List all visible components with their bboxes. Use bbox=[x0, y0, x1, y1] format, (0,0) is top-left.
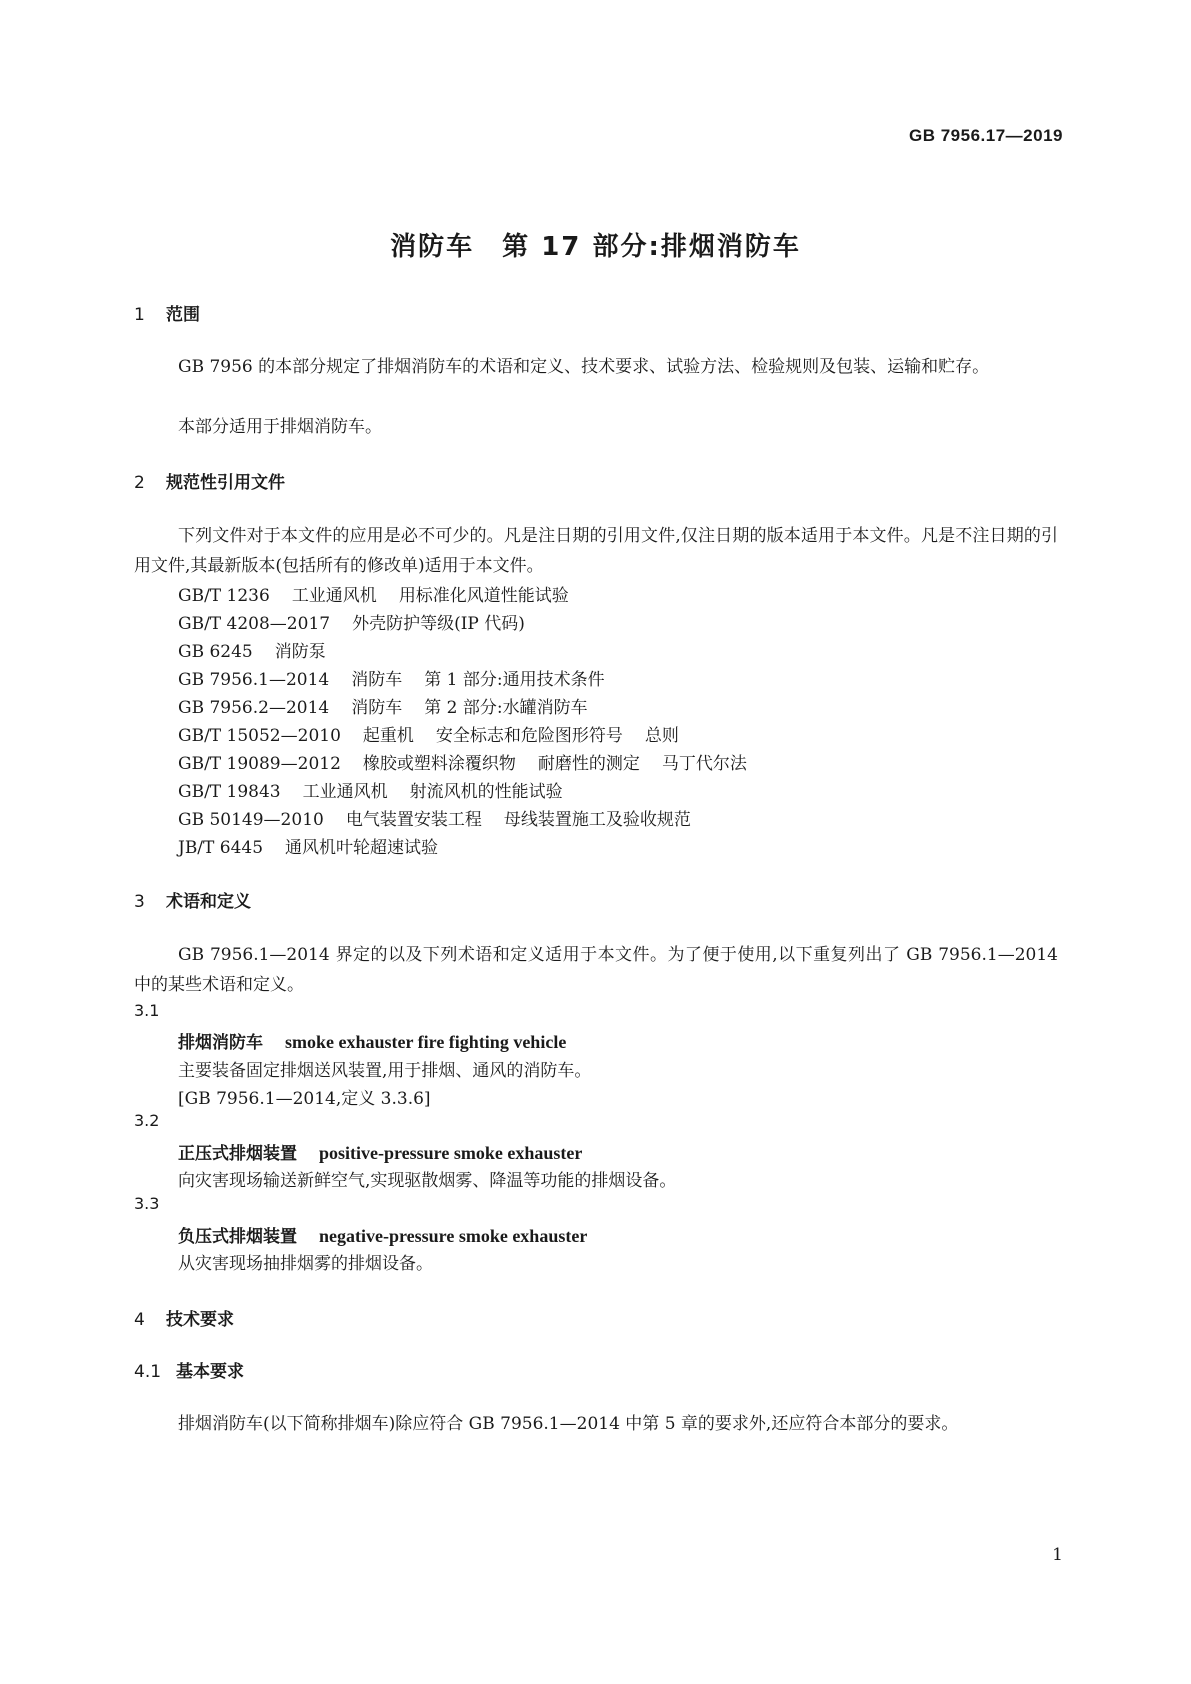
section-number: 1 bbox=[134, 305, 145, 325]
reference-item: GB 6245 消防泵 bbox=[178, 642, 326, 662]
term-source: [GB 7956.1—2014,定义 3.3.6] bbox=[178, 1089, 431, 1109]
reference-item: GB/T 19089—2012 橡胶或塑料涂覆织物 耐磨性的测定 马丁代尔法 bbox=[178, 754, 747, 774]
term-number: 3.2 bbox=[134, 1111, 160, 1130]
section-2-heading bbox=[134, 468, 285, 493]
term-definition: 主要装备固定排烟送风装置,用于排烟、通风的消防车。 bbox=[178, 1061, 592, 1081]
term-heading: 负压式排烟装置 negative-pressure smoke exhauster bbox=[178, 1226, 588, 1247]
standard-code: GB 7956.17—2019 bbox=[909, 126, 1063, 145]
term-definition: 从灾害现场抽排烟雾的排烟设备。 bbox=[178, 1254, 433, 1274]
section-1-heading bbox=[134, 300, 200, 325]
reference-item: JB/T 6445 通风机叶轮超速试验 bbox=[178, 838, 439, 858]
section-title: 术语和定义 bbox=[166, 892, 251, 912]
section-3-paragraph: GB 7956.1—2014 界定的以及下列术语和定义适用于本文件。为了便于使用,以下重复列出了 GB 7956.1—2014 中的某些术语和定义。 bbox=[134, 945, 1058, 995]
reference-item: GB/T 15052—2010 起重机 安全标志和危险图形符号 总则 bbox=[178, 726, 679, 746]
section-2-paragraph: 下列文件对于本文件的应用是必不可少的。凡是注日期的引用文件,仅注日期的版本适用于本文件。凡是不注日期的引用文件,其最新版本(包括所有的修改单)适用于本文件。 bbox=[134, 526, 1058, 576]
page-number: 1 bbox=[1052, 1545, 1063, 1565]
section-number: 3 bbox=[134, 892, 145, 912]
section-3-heading bbox=[134, 887, 251, 912]
term-number: 3.3 bbox=[134, 1194, 160, 1213]
reference-item: GB 7956.1—2014 消防车 第 1 部分:通用技术条件 bbox=[178, 670, 605, 690]
term-heading: 排烟消防车 smoke exhauster fire fighting vehicle bbox=[178, 1032, 567, 1053]
section-1-paragraph-2: 本部分适用于排烟消防车。 bbox=[178, 417, 382, 437]
section-title: 规范性引用文件 bbox=[166, 473, 285, 493]
section-number: 4 bbox=[134, 1310, 145, 1330]
reference-item: GB 7956.2—2014 消防车 第 2 部分:水罐消防车 bbox=[178, 698, 588, 718]
section-1-paragraph-1: GB 7956 的本部分规定了排烟消防车的术语和定义、技术要求、试验方法、检验规则及包装、运输和贮存。 bbox=[178, 357, 990, 377]
section-title: 技术要求 bbox=[166, 1310, 234, 1330]
subsection-4-1-heading bbox=[134, 1357, 244, 1382]
term-definition: 向灾害现场输送新鲜空气,实现驱散烟雾、降温等功能的排烟设备。 bbox=[178, 1171, 677, 1191]
section-title: 范围 bbox=[166, 305, 200, 325]
reference-item: GB/T 19843 工业通风机 射流风机的性能试验 bbox=[178, 782, 563, 802]
subsection-4-1-paragraph: 排烟消防车(以下简称排烟车)除应符合 GB 7956.1—2014 中第 5 章的要求外,还应符合本部分的要求。 bbox=[178, 1414, 959, 1434]
reference-item: GB/T 4208—2017 外壳防护等级(IP 代码) bbox=[178, 614, 525, 634]
subsection-title: 基本要求 bbox=[176, 1362, 244, 1382]
document-title: 消防车 第 17 部分:排烟消防车 bbox=[390, 232, 801, 262]
term-number: 3.1 bbox=[134, 1001, 160, 1020]
section-number: 2 bbox=[134, 473, 145, 493]
subsection-number: 4.1 bbox=[134, 1362, 162, 1382]
term-heading: 正压式排烟装置 positive-pressure smoke exhauster bbox=[178, 1143, 583, 1164]
reference-item: GB 50149—2010 电气装置安装工程 母线装置施工及验收规范 bbox=[178, 810, 691, 830]
section-4-heading bbox=[134, 1305, 234, 1330]
reference-item: GB/T 1236 工业通风机 用标准化风道性能试验 bbox=[178, 586, 569, 606]
